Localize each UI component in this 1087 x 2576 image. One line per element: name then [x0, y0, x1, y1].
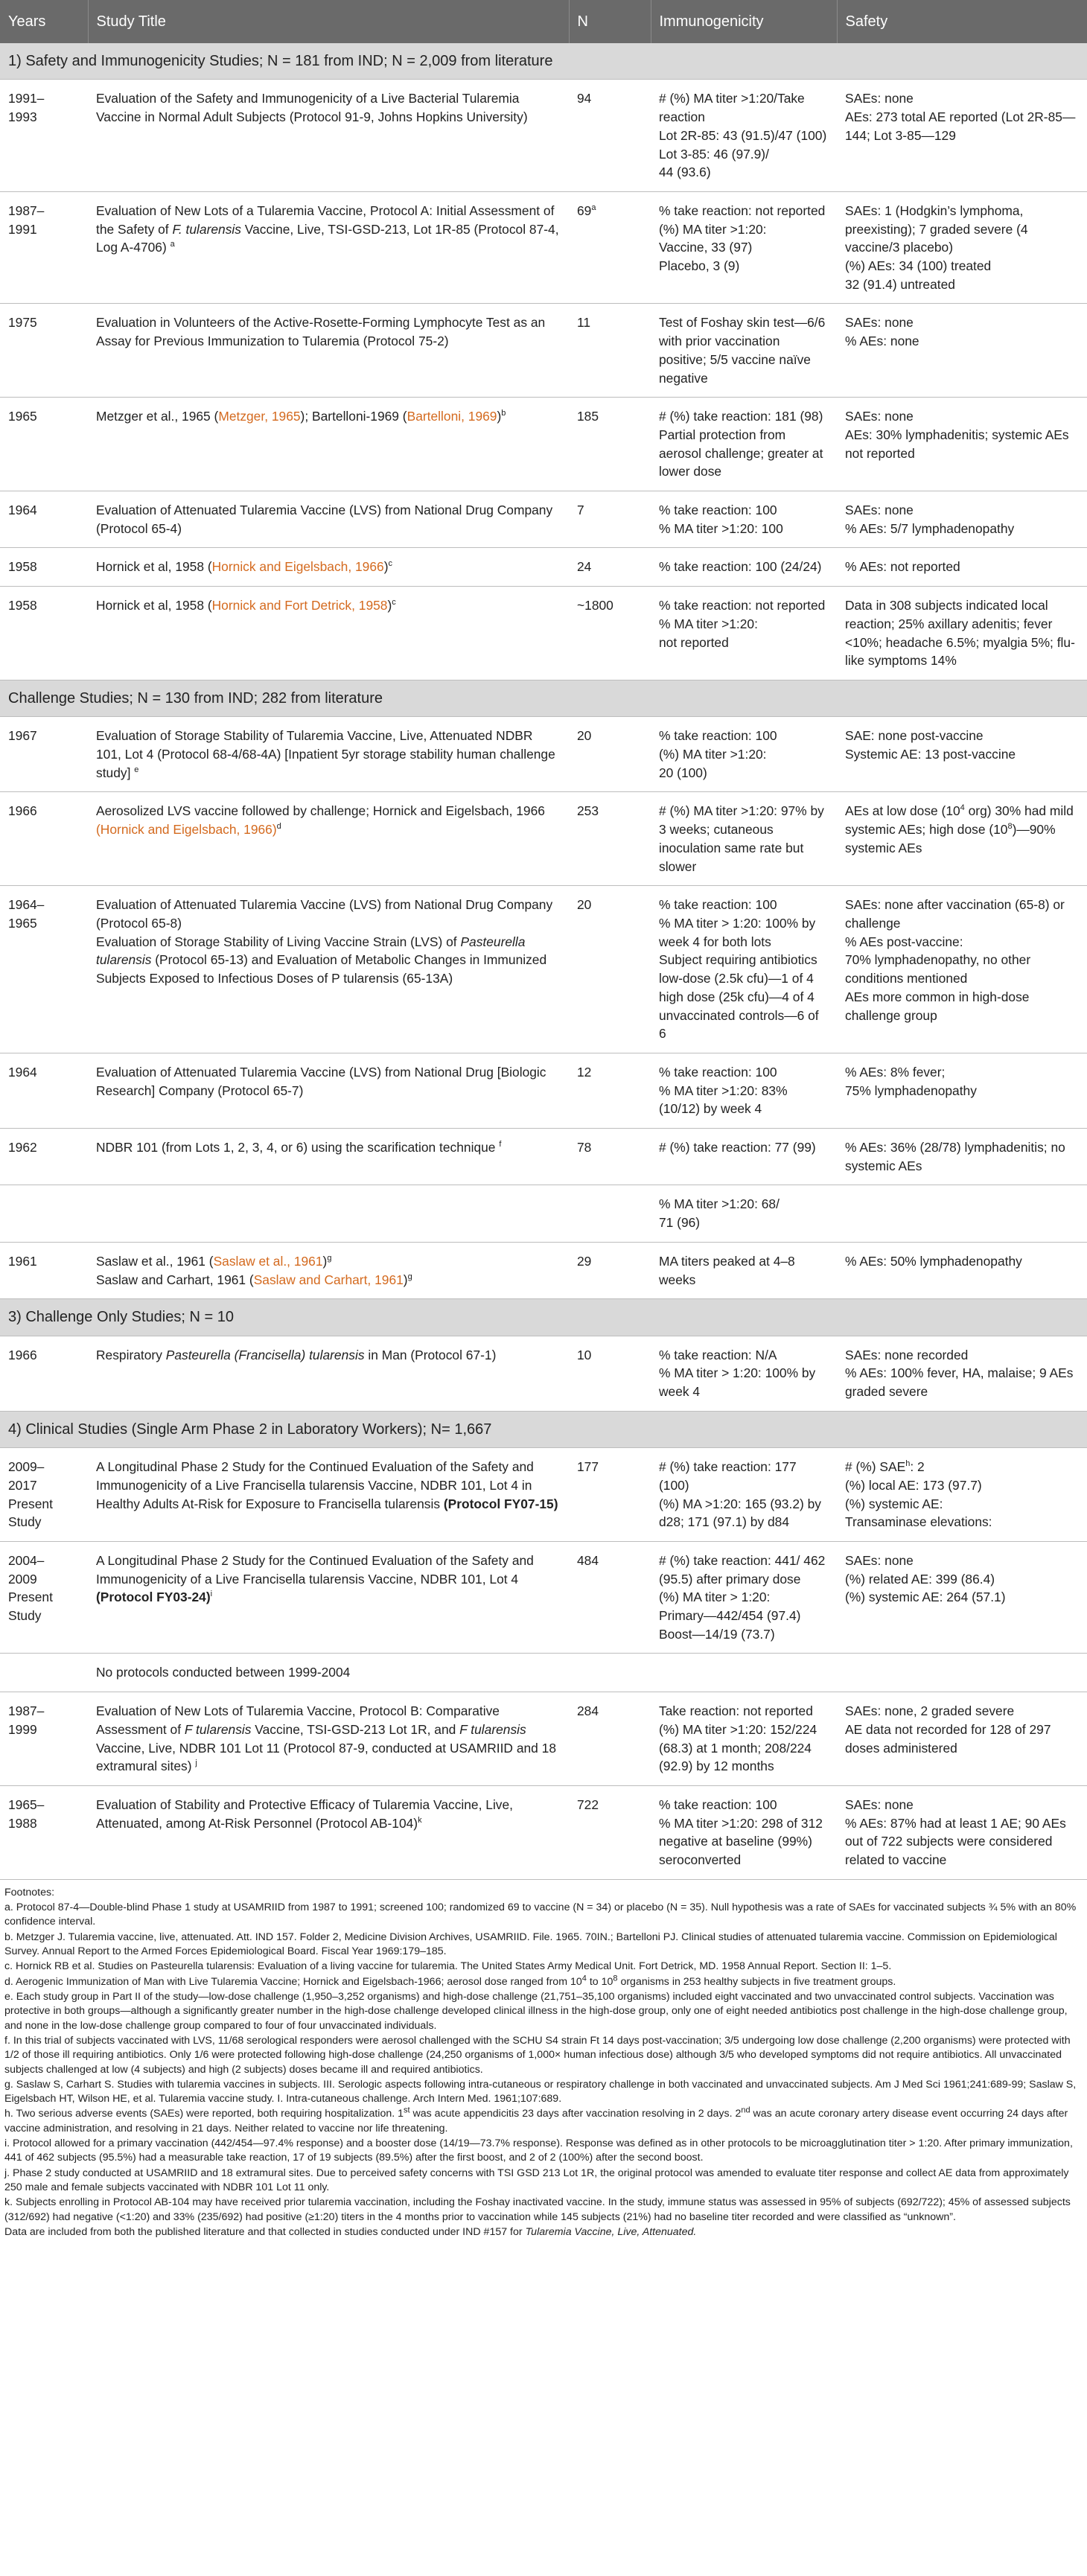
header-immunogenicity: Immunogenicity: [651, 0, 837, 43]
table-row: [0, 1336, 1087, 1411]
footnotes-heading: Footnotes:: [4, 1886, 55, 1898]
years-cell: 1966: [0, 792, 88, 886]
n-cell: 69$^a$: [569, 191, 651, 304]
citation-link[interactable]: Saslaw and Carhart, 1961: [253, 1272, 404, 1287]
years-cell: 1964– 1965: [0, 886, 88, 1053]
table-row: [0, 886, 1087, 1053]
years-cell: 1987– 1999: [0, 1692, 88, 1786]
immunogenicity-cell: % take reaction: N/A % MA titer > 1:20: 100% by week 4: [651, 1336, 837, 1411]
immunogenicity-cell: # (%) take reaction: 77 (99): [651, 1129, 837, 1185]
footnote-marker: k: [418, 1815, 422, 1825]
title-cell: Metzger et al., 1965 (Metzger, 1965); Bartelloni-1969 (Bartelloni, 1969)$^b$: [88, 398, 569, 491]
n-cell: 29: [569, 1242, 651, 1298]
table-row: [0, 1242, 1087, 1298]
header-n: N: [569, 0, 651, 43]
table-row: [0, 80, 1087, 192]
title-cell: Evaluation of Attenuated Tularemia Vaccine (LVS) from National Drug Company (Protocol 65-4): [88, 491, 569, 548]
n-cell: 185: [569, 398, 651, 491]
years-cell: 1975: [0, 304, 88, 398]
years-cell: 1958: [0, 587, 88, 680]
section-header: 1) Safety and Immunogenicity Studies; N = 181 from IND; N = 2,009 from literature: [0, 43, 1087, 80]
n-cell: 284: [569, 1692, 651, 1786]
title-cell: No protocols conducted between 1999-2004: [88, 1654, 569, 1692]
safety-cell: SAEs: none % AEs: 87% had at least 1 AE; 90 AEs out of 722 subjects were considered related to vaccine: [837, 1785, 1087, 1879]
table-row: [0, 1185, 1087, 1242]
safety-cell: # (%) SAE$^h$: 2 (%) local AE: 173 (97.7) (%) systemic AE: Transaminase elevations:: [837, 1448, 1087, 1542]
safety-cell: SAE: none post-vaccine Systemic AE: 13 post-vaccine: [837, 717, 1087, 792]
table-row: [0, 1654, 1087, 1692]
title-cell: Evaluation in Volunteers of the Active-Rosette-Forming Lymphocyte Test as an Assay for Previous Immunization to Tularemia (Protocol 75-2): [88, 304, 569, 398]
safety-cell: SAEs: none % AEs: 5/7 lymphadenopathy: [837, 491, 1087, 548]
n-cell: 7: [569, 491, 651, 548]
footnote-marker: j: [195, 1759, 197, 1768]
footnote-marker: c: [392, 598, 396, 608]
safety-cell: % AEs: not reported: [837, 548, 1087, 587]
immunogenicity-cell: MA titers peaked at 4–8 weeks: [651, 1242, 837, 1298]
immunogenicity-cell: % take reaction: 100 % MA titer >1:20: 83% (10/12) by week 4: [651, 1053, 837, 1128]
title-cell: A Longitudinal Phase 2 Study for the Continued Evaluation of the Safety and Immunogenicity of a Live Francisella tularensis Vaccine, NDBR 101, Lot 4 (Protocol FY03-24)$^i$: [88, 1541, 569, 1654]
n-cell: 253: [569, 792, 651, 886]
title-cell: Evaluation of Attenuated Tularemia Vaccine (LVS) from National Drug Company (Protocol 65-8) Evaluation of Storage Stability of Living Vaccine Strain (LVS) of Pasteurella tularensis (Protocol 65-13) and Evaluation of Metabolic Changes in Immunized Subjects Exposed to Infectious Doses of P tularensis (65-13A): [88, 886, 569, 1053]
header-safety: Safety: [837, 0, 1087, 43]
footnote-a: a. Protocol 87-4—Double-blind Phase 1 study at USAMRIID from 1987 to 1991; screened 100; randomized 69 to vaccine (N = 34) or placebo (N = 35). Null hypothesis was a rate of SAEs for vaccinated subjects ¾ 5% with an 80% confidence interval.: [4, 1901, 1077, 1928]
years-cell: 1961: [0, 1242, 88, 1298]
citation-link[interactable]: (Hornick and Eigelsbach, 1966): [96, 822, 277, 838]
n-cell: 722: [569, 1785, 651, 1879]
years-cell: 1964: [0, 491, 88, 548]
section-header: 4) Clinical Studies (Single Arm Phase 2 in Laboratory Workers); N= 1,667: [0, 1411, 1087, 1447]
footnote-d: d. Aerogenic Immunization of Man with Live Tularemia Vaccine; Hornick and Eigelsbach-1966; aerosol dose ranged from $10^4$ to $10^8$ organisms in 253 healthy subjects in five treatment groups.: [4, 1973, 896, 1988]
table-row: [0, 1785, 1087, 1879]
footnote-f: f. In this trial of subjects vaccinated with LVS, 11/68 serological responders were aerosol challenged with the SCHU S4 strain Ft 14 days post-vaccination; 3/5 undergoing low dose challenge (2,200 organisms) were protected with 1/2 of those ill requiring antibiotics. Only 1/6 were protected following high-dose challenge (24,250 organisms of 1,000× human infectious dose) although 3/5 who developed symptoms did not require antibiotics. All unvaccinated subjects challenged at low (4 subjects) and high (2 subjects) doses became ill and required antibiotics.: [4, 2034, 1071, 2076]
n-cell: 78: [569, 1129, 651, 1185]
table-header-row: [0, 0, 1087, 43]
safety-cell: SAEs: none, 2 graded severe AE data not recorded for 128 of 297 doses administered: [837, 1692, 1087, 1786]
immunogenicity-cell: % MA titer >1:20: 68/ 71 (96): [651, 1185, 837, 1242]
years-cell: 1962: [0, 1129, 88, 1185]
table-row: [0, 491, 1087, 548]
safety-cell: SAEs: none AEs: 273 total AE reported (Lot 2R-85—144; Lot 3-85—129: [837, 80, 1087, 192]
safety-cell: % AEs: 8% fever; 75% lymphadenopathy: [837, 1053, 1087, 1128]
immunogenicity-cell: % take reaction: 100 (%) MA titer >1:20: 20 (100): [651, 717, 837, 792]
title-cell: Evaluation of New Lots of a Tularemia Vaccine, Protocol A: Initial Assessment of the Safety of F. tularensis Vaccine, Live, TSI-GSD-213, Lot 1R-85 (Protocol 87-4, Log A-4706) $^a$: [88, 191, 569, 304]
n-cell: 177: [569, 1448, 651, 1542]
footnote-marker: c: [388, 559, 392, 569]
safety-cell: SAEs: 1 (Hodgkin’s lymphoma, preexisting); 7 graded severe (4 vaccine/3 placebo) (%) AEs: 34 (100) treated 32 (91.4) untreated: [837, 191, 1087, 304]
n-cell: 20: [569, 717, 651, 792]
footnote-i: i. Protocol allowed for a primary vaccination (442/454—97.4% response) and a booster dose (14/19—73.7% response). Response was defined as in other protocols to be microagglutination titer > 1:20. After primary immunization, 441 of 462 subjects (95.5%) had a measurable take reaction, 17 of 19 subjects (89.5%) after the first boost, and 2 of 2 (100%) after the second boost.: [4, 2137, 1073, 2164]
footnote-marker: f: [499, 1140, 502, 1150]
title-cell: Evaluation of Attenuated Tularemia Vaccine (LVS) from National Drug [Biologic Research] Company (Protocol 65-7): [88, 1053, 569, 1128]
safety-cell: % AEs: 36% (28/78) lymphadenitis; no systemic AEs: [837, 1129, 1087, 1185]
immunogenicity-cell: Take reaction: not reported (%) MA titer >1:20: 152/224 (68.3) at 1 month; 208/224 (92.9) by 12 months: [651, 1692, 837, 1786]
immunogenicity-cell: # (%) take reaction: 181 (98) Partial protection from aerosol challenge; greater at lower dose: [651, 398, 837, 491]
immunogenicity-cell: % take reaction: not reported (%) MA titer >1:20: Vaccine, 33 (97) Placebo, 3 (9): [651, 191, 837, 304]
citation-link[interactable]: Metzger, 1965: [218, 409, 301, 424]
citation-link[interactable]: Saslaw et al., 1961: [213, 1253, 323, 1269]
title-cell: Saslaw et al., 1961 (Saslaw et al., 1961)$^g$ Saslaw and Carhart, 1961 (Saslaw and Carhart, 1961)$^g$: [88, 1242, 569, 1298]
title-cell: Evaluation of New Lots of Tularemia Vaccine, Protocol B: Comparative Assessment of F tularensis Vaccine, TSI-GSD-213 Lot 1R, and F tularensis Vaccine, Live, NDBR 101 Lot 11 (Protocol 87-9, conducted at USAMRIID and 18 extramural sites) $^j$: [88, 1692, 569, 1786]
safety-cell: % AEs: 50% lymphadenopathy: [837, 1242, 1087, 1298]
footnotes: [0, 1880, 1087, 2240]
footnote-j: j. Phase 2 study conducted at USAMRIID and 18 extramural sites. Due to perceived safety concerns with TSI GSD 213 Lot 1R, the original protocol was amended to evaluate titer response and collect AE data from approximately 250 male and female subjects vaccinated with NDBR 101 Lot 11 only.: [4, 2167, 1069, 2194]
title-cell: Respiratory Pasteurella (Francisella) tularensis in Man (Protocol 67-1): [88, 1336, 569, 1411]
n-cell: 94: [569, 80, 651, 192]
table-row: [0, 1053, 1087, 1128]
immunogenicity-cell: % take reaction: not reported % MA titer >1:20: not reported: [651, 587, 837, 680]
title-cell: Aerosolized LVS vaccine followed by challenge; Hornick and Eigelsbach, 1966 (Hornick and Eigelsbach, 1966)$^d$: [88, 792, 569, 886]
citation-link[interactable]: Hornick and Fort Detrick, 1958: [211, 598, 388, 613]
n-cell: 11: [569, 304, 651, 398]
years-cell: 1965– 1988: [0, 1785, 88, 1879]
title-cell: Hornick et al, 1958 (Hornick and Eigelsbach, 1966)$^c$: [88, 548, 569, 587]
safety-cell: SAEs: none (%) related AE: 399 (86.4) (%) systemic AE: 264 (57.1): [837, 1541, 1087, 1654]
section-header: Challenge Studies; N = 130 from IND; 282 from literature: [0, 680, 1087, 716]
years-cell: 1966: [0, 1336, 88, 1411]
years-cell: 2004– 2009 Present Study: [0, 1541, 88, 1654]
immunogenicity-cell: % take reaction: 100 % MA titer >1:20: 298 of 312 negative at baseline (99%) seroconverted: [651, 1785, 837, 1879]
table-row: [0, 587, 1087, 680]
table-row: [0, 304, 1087, 398]
safety-cell: SAEs: none after vaccination (65-8) or challenge % AEs post-vaccine: 70% lymphadenopathy, no other conditions mentioned AEs more common in high-dose challenge group: [837, 886, 1087, 1053]
footnote-c: c. Hornick RB et al. Studies on Pasteurella tularensis: Evaluation of a living vaccine for tularemia. The United States Army Medical Unit. Fort Detrick, MD. 1958 Annual Report. Section II: 1–5.: [4, 1960, 892, 1973]
immunogenicity-cell: # (%) take reaction: 177 (100) (%) MA >1:20: 165 (93.2) by d28; 171 (97.1) by d84: [651, 1448, 837, 1542]
years-cell: 1958: [0, 548, 88, 587]
footnote-marker: g: [407, 1272, 412, 1281]
footnote-source: Data are included from both the published literature and that collected in studies conducted under IND #157 for Tularemia Vaccine, Live, Attenuated.: [4, 2225, 697, 2238]
header-years: Years: [0, 0, 88, 43]
safety-cell: AEs at low dose ($10^4$ org) 30% had mild systemic AEs; high dose $(10^8)—90\%$ systemic AEs: [837, 792, 1087, 886]
citation-link[interactable]: Hornick and Eigelsbach, 1966: [211, 559, 384, 575]
title-cell: A Longitudinal Phase 2 Study for the Continued Evaluation of the Safety and Immunogenicity of a Live Francisella tularensis Vaccine, NDBR 101, Lot 4 in Healthy Adults At-Risk for Exposure to Francisella tularensis (Protocol FY07-15): [88, 1448, 569, 1542]
footnote-marker: a: [170, 240, 175, 249]
n-cell: 24: [569, 548, 651, 587]
title-cell: Evaluation of Stability and Protective Efficacy of Tularemia Vaccine, Live, Attenuated, among At-Risk Personnel (Protocol AB-104)$^k$: [88, 1785, 569, 1879]
title-cell: Evaluation of Storage Stability of Tularemia Vaccine, Live, Attenuated NDBR 101, Lot 4 (Protocol 68-4/68-4A) [Inpatient 5yr storage stability human challenge study] $^e$: [88, 717, 569, 792]
table-row: [0, 548, 1087, 587]
header-study-title: Study Title: [88, 0, 569, 43]
years-cell: 2009– 2017 Present Study: [0, 1448, 88, 1542]
years-cell: 1967: [0, 717, 88, 792]
safety-cell: SAEs: none AEs: 30% lymphadenitis; systemic AEs not reported: [837, 398, 1087, 491]
n-cell: ~1800: [569, 587, 651, 680]
footnote-marker: e: [134, 765, 139, 774]
footnote-k: k. Subjects enrolling in Protocol AB-104 may have received prior tularemia vaccination, including the Foshay inactivated vaccine. In the study, immune status was assessed in 95% of subjects (692/722); 45% of assessed subjects (312/692) had negative (<1:20) and 33% (235/692) had positive (≥1:20) titers in the 4 months prior to vaccination while 145 subjects (21%) had no baseline titer recorded and were classified as “unknown”.: [4, 2196, 1071, 2223]
n-cell: 20: [569, 886, 651, 1053]
immunogenicity-cell: # (%) take reaction: 441/ 462 (95.5) after primary dose (%) MA titer > 1:20: Primary—442/454 (97.4) Boost—14/19 (73.7): [651, 1541, 837, 1654]
safety-cell: SAEs: none % AEs: none: [837, 304, 1087, 398]
title-cell: Evaluation of the Safety and Immunogenicity of a Live Bacterial Tularemia Vaccine in Normal Adult Subjects (Protocol 91-9, Johns Hopkins University): [88, 80, 569, 192]
citation-link[interactable]: Bartelloni, 1969: [407, 409, 497, 424]
years-cell: 1964: [0, 1053, 88, 1128]
n-cell: 10: [569, 1336, 651, 1411]
table-row: [0, 1448, 1087, 1542]
table-row: [0, 398, 1087, 491]
table-row: [0, 792, 1087, 886]
years-cell: 1987– 1991: [0, 191, 88, 304]
immunogenicity-cell: % take reaction: 100 % MA titer >1:20: 100: [651, 491, 837, 548]
immunogenicity-cell: # (%) MA titer >1:20: 97% by 3 weeks; cutaneous inoculation same rate but slower: [651, 792, 837, 886]
immunogenicity-cell: # (%) MA titer >1:20/Take reaction Lot 2R-85: 43 (91.5)/47 (100) Lot 3-85: 46 (97.9)/ 44 (93.6): [651, 80, 837, 192]
immunogenicity-cell: % take reaction: 100 (24/24): [651, 548, 837, 587]
n-cell: 484: [569, 1541, 651, 1654]
years-cell: 1991– 1993: [0, 80, 88, 192]
table-row: [0, 717, 1087, 792]
immunogenicity-cell: % take reaction: 100 % MA titer > 1:20: 100% by week 4 for both lots Subject requiring antibiotics low-dose (2.5k cfu)—1 of 4 high dose (25k cfu)—4 of 4 unvaccinated controls—6 of 6: [651, 886, 837, 1053]
footnote-marker: a: [591, 203, 596, 213]
n-cell: 12: [569, 1053, 651, 1128]
safety-cell: SAEs: none recorded % AEs: 100% fever, HA, malaise; 9 AEs graded severe: [837, 1336, 1087, 1411]
section-header: 3) Challenge Only Studies; N = 10: [0, 1299, 1087, 1336]
years-cell: 1965: [0, 398, 88, 491]
table-row: [0, 1692, 1087, 1786]
safety-cell: Data in 308 subjects indicated local reaction; 25% axillary adenitis; fever <10%; headache 6.5%; myalgia 5%; flu-like symptoms 14%: [837, 587, 1087, 680]
immunogenicity-cell: Test of Foshay skin test—6/6 with prior vaccination positive; 5/5 vaccine naïve negative: [651, 304, 837, 398]
table-row: [0, 1541, 1087, 1654]
footnote-marker: g: [327, 1254, 332, 1263]
table-row: [0, 191, 1087, 304]
footnote-marker: b: [501, 409, 506, 418]
footnote-b: b. Metzger J. Tularemia vaccine, live, attenuated. Att. IND 157. Folder 2, Medicine Division Archives, USAMRIID. File. 1965. 70IN.; Bartelloni PJ. Clinical studies of attenuated tularemia vaccine. Commission on Epidemiological Survey. Annual Report to the Armed Forces Epidemiological Board. Fiscal Year 1969:179–185.: [4, 1931, 1057, 1958]
footnote-g: g. Saslaw S, Carhart S. Studies with tularemia vaccines in subjects. III. Serologic aspects following intra-cutaneous or respiratory challenge in both vaccinated and unvaccinated subjects. Am J Med Sci 1961;241:689-99; Saslaw S, Eigelsbach HT, Wilson HE, et al. Tularemia vaccine study. I. Intra-cutaneous challenge. Arch Intern Med. 1961;107:689.: [4, 2078, 1077, 2105]
footnote-e: e. Each study group in Part II of the study—low-dose challenge (1,950–3,252 organisms) and high-dose challenge (21,751–35,100 organisms) included eight vaccinated and two unvaccinated control subjects. Vaccination was protective in both groups—although a significantly greater number in the high-dose challenge developed clinical illness in the high-dose group, only one of eight needed antibiotics post challenge in the high-dose challenge group, and none in the low-dose challenge group compared to four of four unvaccinated individuals.: [4, 1990, 1068, 2032]
footnote-marker: i: [210, 1590, 213, 1599]
title-cell: Hornick et al, 1958 (Hornick and Fort Detrick, 1958)$^c$: [88, 587, 569, 680]
footnote-h: h. Two serious adverse events (SAEs) were reported, both requiring hospitalization. 1st was acute appendicitis 23 days after vaccination resolving in 2 days. 2nd was an acute coronary artery disease event occurring 24 days after vaccine administration, and resolving in 21 days. Neither related to vaccine nor life threatening.: [4, 2105, 1068, 2135]
title-cell: NDBR 101 (from Lots 1, 2, 3, 4, or 6) using the scarification technique $^f$: [88, 1129, 569, 1185]
footnote-marker: d: [276, 822, 281, 832]
table-row: [0, 1129, 1087, 1185]
